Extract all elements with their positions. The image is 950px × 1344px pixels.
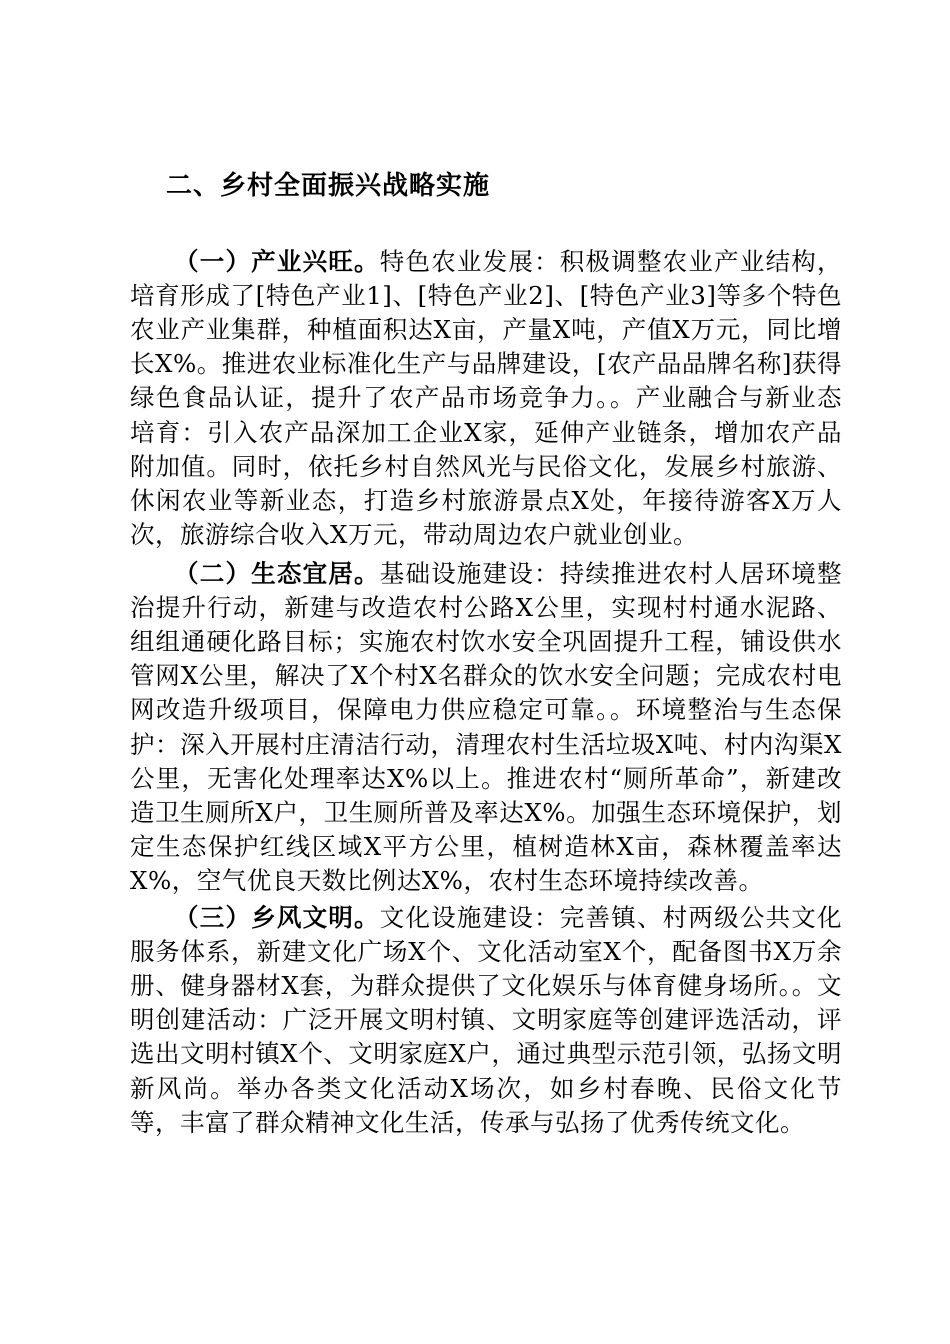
paragraph-body: 特色农业发展：积极调整农业产业结构，培育形成了[特色产业1]、[特色产业2]、[特色产业3]等多个特色农业产业集群，种植面积达X亩，产量X吨，产值X万元，同比增长X%。推进农业标准化生产与品牌建设，[农产品品牌名称]获得绿色食品认证，提升了农产品市场竞争力。。产业融合与新业态培育：引入农产品深加工企业X家，延伸产业链条，增加农产品附加值。同时，依托乡村自然风光与民俗文化，发展乡村旅游、休闲农业等新业态，打造乡村旅游景点X处，年接待游客X万人次，旅游综合收入X万元，带动周边农户就业创业。 xyxy=(130,246,843,550)
paragraph-lead: （一）产业兴旺。 xyxy=(174,246,380,276)
paragraph-lead: （三）乡风文明。 xyxy=(174,902,380,932)
paragraph-lead: （二）生态宜居。 xyxy=(174,558,380,588)
paragraph-body: 文化设施建设：完善镇、村两级公共文化服务体系，新建文化广场X个、文化活动室X个，配备图书X万余册、健身器材X套，为群众提供了文化娱乐与体育健身场所。。文明创建活动：广泛开展文明村镇、文明家庭等创建评选活动，评选出文明村镇X个、文明家庭X户，通过典型示范引领，弘扬文明新风尚。举办各类文化活动X场次，如乡村春晚、民俗文化节等，丰富了群众精神文化生活，传承与弘扬了优秀传统文化。 xyxy=(130,902,843,1137)
paragraph-industry xyxy=(130,245,842,553)
paragraph-body: 基础设施建设：持续推进农村人居环境整治提升行动，新建与改造农村公路X公里，实现村村通水泥路、组组通硬化路目标；实施农村饮水安全巩固提升工程，铺设供水管网X公里，解决了X个村X名群众的饮水安全问题；完成农村电网改造升级项目，保障电力供应稳定可靠。。环境整治与生态保护：深入开展村庄清洁行动，清理农村生活垃圾X吨、村内沟渠X公里，无害化处理率达X%以上。推进农村“厕所革命”，新建改造卫生厕所X户，卫生厕所普及率达X%。加强生态环境保护，划定生态保护红线区域X平方公里，植树造林X亩，森林覆盖率达X%，空气优良天数比例达X%，农村生态环境持续改善。 xyxy=(130,558,843,896)
section-heading: 二、乡村全面振兴战略实施 xyxy=(166,171,491,201)
paragraph-ecology xyxy=(130,557,842,899)
paragraph-culture xyxy=(130,901,842,1140)
